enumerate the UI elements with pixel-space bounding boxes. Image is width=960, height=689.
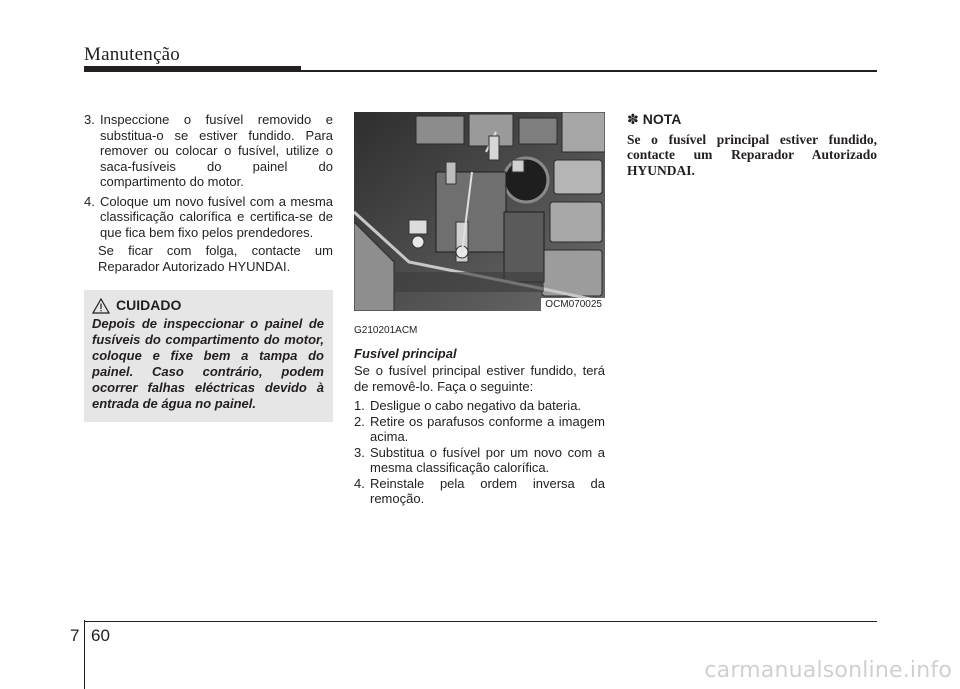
note-title: NOTA (642, 111, 682, 127)
list-item (354, 476, 605, 507)
list-number: 3. (354, 444, 365, 460)
header-rule-thick (84, 66, 301, 72)
list-item (354, 445, 605, 476)
section-title: Fusível principal (354, 345, 457, 361)
fuse-box-photo (354, 112, 605, 311)
followup-paragraph: Se ficar com folga, contacte um Reparador Autorizado HYUNDAI. (98, 243, 333, 274)
caution-box (84, 290, 333, 422)
caution-header (92, 298, 324, 314)
footer-rule (84, 621, 877, 622)
page-header-title: Manutenção (84, 44, 180, 65)
list-text: Substitua o fusível por um novo com a mesma classificação calorífica. (370, 444, 605, 475)
chapter-number: 7 (70, 626, 80, 645)
left-column (84, 112, 333, 422)
list-text: Coloque um novo fusível com a mesma classificação calorífica e certifica-se de que fica bem fixo pelos prendedores. (100, 193, 333, 240)
section-intro: Se o fusível principal estiver fundido, terá de removê-lo. Faça o seguinte: (354, 363, 605, 394)
list-text: Retire os parafusos conforme a imagem acima. (370, 413, 605, 444)
list-number: 1. (354, 398, 365, 413)
page-number: 60 (91, 626, 110, 645)
list-item (84, 194, 333, 241)
list-item (354, 398, 605, 414)
list-text: Reinstale pela ordem inversa da remoção. (370, 475, 605, 506)
list-text: Inspeccione o fusível removido e substitua-o se estiver fundido. Para remover ou colocar o fusível, utilize o saca-fusíveis do painel do compartimento do motor. (100, 112, 333, 189)
note-header (627, 112, 877, 128)
list-text: Desligue o cabo negativo da bateria. (370, 398, 582, 413)
list-item (84, 112, 333, 190)
caution-title: CUIDADO (116, 297, 182, 314)
list-number: 3. (84, 112, 95, 127)
footer-divider (84, 620, 85, 689)
watermark-text: carmanualsonline.info (704, 658, 952, 683)
section-code: G210201ACM (354, 325, 418, 336)
note-body: Se o fusível principal estiver fundido, contacte um Reparador Autorizado HYUNDAI. (627, 131, 877, 178)
figure-code: OCM070025 (541, 298, 605, 311)
list-item (354, 414, 605, 445)
list-number: 4. (84, 193, 95, 209)
right-column (627, 112, 877, 178)
caution-body: Depois de inspeccionar o painel de fusíveis do compartimento do motor, coloque e fixe bem a tampa do painel. Caso contrário, podem ocorrer falhas eléctricas devido à entrada de água no painel. (92, 316, 324, 411)
header-rule-thin (301, 70, 877, 72)
list-number: 2. (354, 413, 365, 429)
list-number: 4. (354, 475, 365, 491)
middle-column (354, 112, 605, 507)
asterisk-cross-icon: ✽ (627, 111, 639, 127)
warning-triangle-icon (92, 298, 110, 314)
